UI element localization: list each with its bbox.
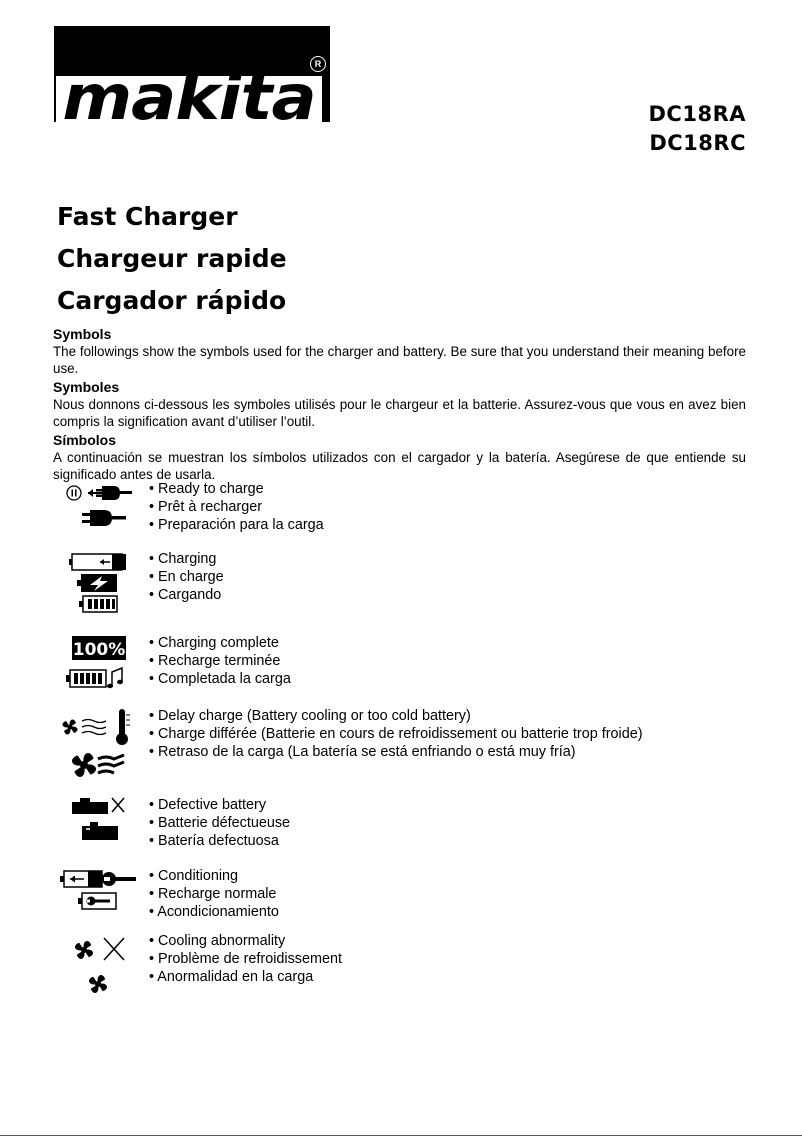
description-french: • Recharge terminée (149, 653, 281, 669)
symbol-descriptions (149, 550, 224, 604)
description-spanish: • Anormalidad en la carga (149, 969, 314, 985)
title-french: Chargeur rapide (57, 244, 287, 273)
description-english: • Ready to charge (149, 481, 264, 497)
charging-complete-badge: 100% (72, 640, 126, 660)
symbol-descriptions (149, 796, 290, 850)
description-spanish: • Cargando (149, 587, 222, 603)
description-french: • Problème de refroidissement (149, 951, 343, 967)
description-spanish: • Retraso de la carga (La batería se está enfriando o está muy fría) (149, 744, 576, 760)
description-spanish: • Acondicionamiento (149, 904, 279, 920)
registered-mark: R (310, 56, 326, 72)
title-spanish: Cargador rápido (57, 286, 287, 315)
description-spanish: • Completada la carga (149, 671, 291, 687)
charging-icon (52, 550, 148, 616)
description-french: • Prêt à recharger (149, 499, 263, 515)
logo-wordmark: makita (62, 61, 316, 134)
symbols-intro (53, 325, 746, 484)
description-french: • Recharge normale (149, 886, 277, 902)
description-spanish: • Batería defectuosa (149, 833, 279, 849)
description-english: • Defective battery (149, 797, 267, 813)
description-french: • En charge (149, 569, 224, 585)
section-heading: Symboles (53, 379, 120, 395)
description-spanish: • Preparación para la carga (149, 517, 324, 533)
description-french: • Charge différée (Batterie en cours de refroidissement ou batterie trop froide) (149, 726, 643, 742)
charging-complete-icon (52, 634, 148, 692)
description-english: • Conditioning (149, 868, 239, 884)
section-text: The followings show the symbols used for the charger and battery. Be sure that you understand their meaning before use. (53, 344, 746, 376)
document-titles (57, 196, 287, 322)
section-heading: Símbolos (53, 432, 117, 448)
defective-battery-icon (52, 796, 148, 848)
symbol-descriptions (149, 634, 291, 688)
conditioning-icon (52, 867, 148, 917)
model-number: DC18RA (648, 102, 746, 126)
description-english: • Delay charge (Battery cooling or too cold battery) (149, 708, 471, 724)
description-english: • Cooling abnormality (149, 933, 286, 949)
section-text: Nous donnons ci-dessous les symboles utilisés pour le chargeur et la batterie. Assurez-vous que vous en avez bien compris la signification avant d’utiliser l’outil. (53, 397, 746, 429)
title-english: Fast Charger (57, 202, 238, 231)
description-english: • Charging complete (149, 635, 279, 651)
ready-to-charge-icon (52, 480, 148, 536)
description-french: • Batterie défectueuse (149, 815, 291, 831)
delay-charge-icon (52, 707, 148, 783)
symbol-descriptions (149, 480, 324, 534)
symbol-descriptions (149, 867, 279, 921)
model-numbers (649, 100, 747, 158)
symbol-descriptions (149, 932, 342, 986)
description-english: • Charging (149, 551, 217, 567)
section-text: A continuación se muestran los símbolos utilizados con el cargador y la batería. Asegúrese de que entiende su significado antes de usarla. (53, 450, 746, 482)
makita-logo (54, 26, 330, 134)
symbol-descriptions (149, 707, 643, 761)
section-heading: Symbols (53, 326, 112, 342)
cooling-abnormality-icon (52, 932, 148, 998)
model-number: DC18RC (649, 131, 746, 155)
